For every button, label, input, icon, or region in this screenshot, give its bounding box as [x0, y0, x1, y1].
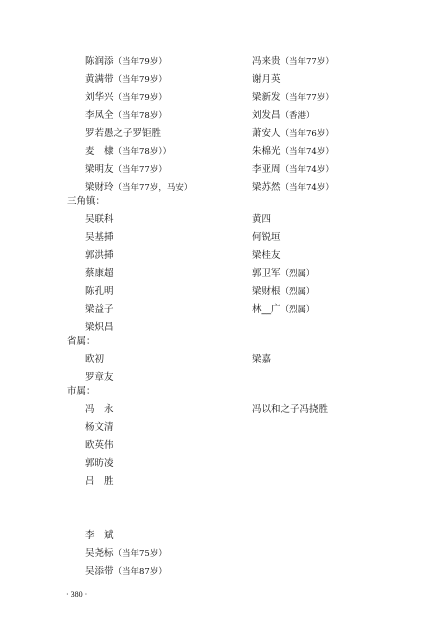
- person-name: 黄四: [252, 214, 272, 225]
- person-name: 梁明友: [85, 164, 114, 175]
- name-entry-right: [252, 250, 281, 262]
- name-entry-right: [252, 146, 334, 158]
- name-entry-left: [85, 74, 167, 86]
- name-entry-left: [85, 110, 167, 122]
- person-name: 黄满带: [85, 74, 114, 85]
- person-name: 郭洪揷: [85, 250, 114, 261]
- name-entry-left: [85, 56, 167, 68]
- name-entry-right: [252, 268, 315, 280]
- person-note: （烈属）: [280, 305, 315, 315]
- person-name: 梁炽昌: [85, 322, 114, 333]
- person-name: 陈孔明: [85, 286, 114, 297]
- person-name: 冯 永: [85, 404, 114, 415]
- name-entry-left: [85, 322, 114, 334]
- name-entry-left: [85, 182, 192, 194]
- name-entry-right: [252, 92, 334, 104]
- person-note: （当年79岁）: [113, 93, 167, 103]
- section-heading: 省属：: [67, 336, 96, 347]
- person-name: 朱棉光: [252, 146, 281, 157]
- name-entry-left: [85, 548, 167, 560]
- person-name: 蔡康超: [85, 268, 114, 279]
- person-note: （当年78岁））: [113, 147, 172, 157]
- person-name: 林__广: [252, 304, 281, 315]
- name-entry-right: [252, 354, 271, 366]
- section-heading: 三角镇：: [67, 196, 106, 207]
- person-name: 李凤全: [85, 110, 114, 121]
- name-entry-right: [252, 164, 334, 176]
- person-name: 郭卫军: [252, 268, 281, 279]
- name-entry-left: [85, 286, 114, 298]
- page-number: · 380 ·: [66, 590, 88, 599]
- person-note: （当年77岁）: [280, 93, 334, 103]
- person-note: （当年77岁）: [280, 57, 334, 67]
- name-entry-right: [252, 182, 334, 194]
- person-note: （当年74岁）: [280, 165, 334, 175]
- name-entry-right: [252, 110, 315, 122]
- name-entry-left: [85, 146, 171, 158]
- name-entry-left: [85, 268, 114, 280]
- person-name: 刘华兴: [85, 92, 114, 103]
- person-name: 欧英伟: [85, 440, 114, 451]
- name-entry-right: [252, 128, 334, 140]
- person-name: 吴添带: [85, 566, 114, 577]
- person-note: （当年76岁）: [280, 129, 334, 139]
- person-note: （烈属）: [280, 287, 315, 297]
- name-entry-right: [252, 74, 281, 86]
- name-entry-left: [85, 128, 161, 140]
- person-name: 何锐垣: [252, 232, 281, 243]
- name-entry-right: [252, 56, 334, 68]
- name-entry-left: [85, 354, 104, 366]
- person-name: 吕 胜: [85, 476, 114, 487]
- person-note: （香港）: [280, 111, 315, 121]
- name-entry-left: [85, 250, 114, 262]
- person-name: 李亚周: [252, 164, 281, 175]
- name-entry-left: [85, 92, 167, 104]
- person-note: （当年74岁）: [280, 147, 334, 157]
- person-name: 冯以和之子冯挠胜: [252, 404, 329, 415]
- person-note: （当年79岁）: [113, 57, 167, 67]
- person-name: 吴尧标: [85, 548, 114, 559]
- person-note: （当年74岁）: [280, 183, 334, 193]
- name-entry-right: [252, 304, 315, 316]
- person-name: 李 斌: [85, 530, 114, 541]
- name-entry-left: [85, 458, 114, 470]
- name-entry-left: [85, 566, 167, 578]
- name-entry-left: [85, 440, 114, 452]
- person-name: 梁财根: [252, 286, 281, 297]
- name-entry-right: [252, 232, 281, 244]
- person-name: 欧初: [85, 354, 105, 365]
- person-name: 梁新发: [252, 92, 281, 103]
- name-entry-left: [85, 232, 114, 244]
- name-entry-left: [85, 476, 114, 488]
- person-name: 梁财玲: [85, 182, 114, 193]
- name-entry-left: [85, 530, 114, 542]
- person-note: （烈属）: [280, 269, 315, 279]
- person-note: （当年79岁）: [113, 75, 167, 85]
- name-entry-left: [85, 404, 114, 416]
- person-note: （当年77岁）: [113, 165, 167, 175]
- section-heading: 市属：: [67, 386, 96, 397]
- name-entry-left: [85, 304, 114, 316]
- person-name: 杨文清: [85, 422, 114, 433]
- person-name: 冯来贵: [252, 56, 281, 67]
- person-name: 麦 棣: [85, 146, 114, 157]
- person-name: 梁苏然: [252, 182, 281, 193]
- person-name: 梁桂友: [252, 250, 281, 261]
- name-entry-right: [252, 214, 271, 226]
- person-name: 罗章友: [85, 372, 114, 383]
- name-entry-right: [252, 286, 315, 298]
- name-entry-left: [85, 214, 114, 226]
- person-name: 郭昉凌: [85, 458, 114, 469]
- person-note: （当年78岁）: [113, 111, 167, 121]
- person-name: 罗若愚之子罗钜胜: [85, 128, 162, 139]
- name-entry-left: [85, 164, 167, 176]
- person-name: 谢月英: [252, 74, 281, 85]
- person-name: 吴基揷: [85, 232, 114, 243]
- name-entry-left: [85, 422, 114, 434]
- name-entry-left: [85, 372, 114, 384]
- person-name: 萧安人: [252, 128, 281, 139]
- person-name: 梁益子: [85, 304, 114, 315]
- person-note: （当年77岁，马安）: [113, 183, 193, 193]
- person-note: （当年75岁）: [113, 549, 167, 559]
- person-name: 梁嘉: [252, 354, 272, 365]
- person-name: 陈润添: [85, 56, 114, 67]
- person-name: 刘发昌: [252, 110, 281, 121]
- name-entry-right: [252, 404, 328, 416]
- person-note: （当年87岁）: [113, 567, 167, 577]
- person-name: 吴联科: [85, 214, 114, 225]
